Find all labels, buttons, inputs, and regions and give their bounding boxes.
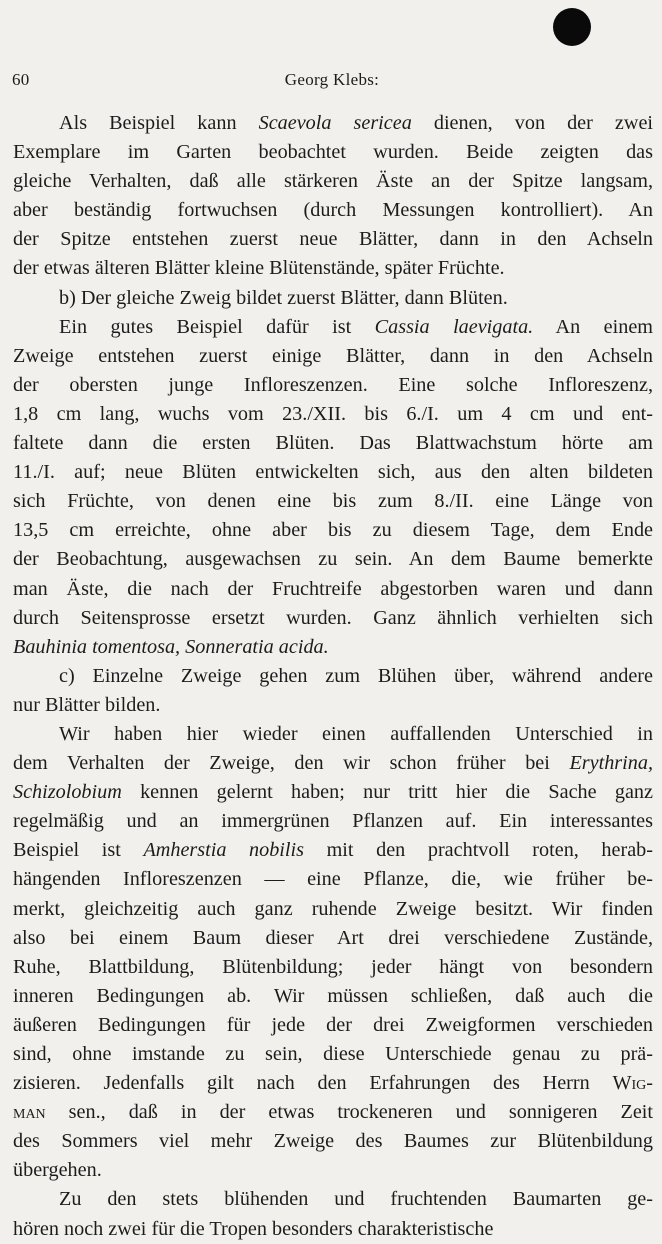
text-line (13, 953, 653, 982)
text-segment: also bei einem Baum dieser Art drei verschiedene Zustände, (13, 926, 653, 949)
paragraph (13, 284, 653, 313)
text-line (13, 691, 653, 720)
text-line (13, 1040, 653, 1069)
text-segment: Zu den stets blühenden und fruchtenden Baumarten ge- (59, 1188, 653, 1211)
text-segment: Ruhe, Blattbildung, Blütenbildung; jeder hängt von besondern (13, 955, 653, 978)
ink-blot-mark (553, 8, 591, 46)
text-segment: Als Beispiel kann (59, 112, 259, 134)
text-segment: gleiche Verhalten, daß alle stärkeren Äste an der Spitze langsam, (13, 170, 653, 193)
page-header (12, 70, 652, 94)
text-segment: Erythrina, (569, 752, 653, 775)
text-line (13, 836, 653, 865)
text-segment: Exemplare im Garten beobachtet wurden. Beide zeigten das (13, 141, 653, 164)
text-segment: sen., daß in der etwas trockeneren und sonnigeren Zeit (45, 1101, 653, 1124)
page-number: 60 (12, 70, 30, 89)
text-segment: 13,5 cm erreichte, ohne aber bis zu diesem Tage, dem Ende (13, 519, 653, 542)
text-line (13, 254, 653, 283)
text-line (13, 1156, 653, 1185)
text-segment: 1,8 cm lang, wuchs vom 23./XII. bis 6./I. um 4 cm und ent- (13, 402, 653, 425)
text-segment: inneren Bedingungen ab. Wir müssen schließen, daß auch die (13, 984, 653, 1007)
paragraph (13, 662, 653, 720)
text-line (13, 167, 653, 196)
paragraph (13, 313, 653, 662)
text-line (13, 371, 653, 400)
text-segment: kennen gelernt haben; nur tritt hier die Sache ganz (121, 781, 653, 804)
text-segment: nur Blätter bilden. (13, 693, 161, 716)
text-line (13, 604, 653, 633)
text-segment: man Äste, die nach der Fruchtreife abgestorben waren und dann (13, 577, 653, 600)
running-head: Georg Klebs: (284, 70, 380, 89)
text-segment: c) Einzelne Zweige gehen zum Blühen über, während andere (59, 664, 653, 687)
text-line (13, 1011, 653, 1040)
text-segment: dem Verhalten der Zweige, den wir schon früher bei (13, 752, 570, 775)
text-line (13, 1185, 653, 1214)
text-line (13, 313, 653, 342)
text-line (13, 1215, 653, 1244)
text-segment: der obersten junge Infloreszenzen. Eine solche Infloreszenz, (13, 373, 653, 396)
text-line (13, 778, 653, 807)
text-line (13, 458, 653, 487)
text-segment: man (13, 1101, 46, 1124)
text-segment: zisieren. Jedenfalls gilt nach den Erfahrungen des Herrn (13, 1072, 613, 1095)
text-line (13, 196, 653, 225)
text-line (13, 720, 653, 749)
text-line (13, 633, 653, 662)
text-segment: merkt, gleichzeitig auch ganz ruhende Zweige besitzt. Wir finden (13, 897, 653, 920)
text-segment: der etwas älteren Blätter kleine Blütenstände, später Früchte. (13, 257, 505, 280)
text-segment: Wig- (612, 1072, 653, 1095)
text-line (13, 1127, 653, 1156)
text-line (13, 284, 653, 313)
text-line (13, 575, 653, 604)
text-segment: Scaevola sericea (258, 112, 412, 134)
text-segment: hören noch zwei für die Tropen besonders charakteristische (13, 1217, 494, 1240)
text-segment: hängenden Infloreszenzen — eine Pflanze, die, wie früher be- (13, 868, 653, 891)
text-segment: 11./I. auf; neue Blüten entwickelten sich, aus den alten bildeten (13, 461, 653, 484)
text-segment: äußeren Bedingungen für jede der drei Zweigformen verschieden (13, 1013, 653, 1036)
text-segment: Ein gutes Beispiel dafür ist (59, 315, 375, 338)
text-line (13, 895, 653, 924)
text-segment: der Beobachtung, ausgewachsen zu sein. An dem Baume bemerkte (13, 548, 653, 571)
text-segment: Cassia laevigata. (374, 315, 534, 338)
text-segment: sind, ohne imstande zu sein, diese Unterschiede genau zu prä- (13, 1043, 653, 1065)
body-text (13, 109, 653, 1244)
text-line (13, 807, 653, 836)
text-line (13, 545, 653, 574)
text-segment: übergehen. (13, 1159, 102, 1182)
text-line (13, 516, 653, 545)
text-segment: durch Seitensprosse ersetzt wurden. Ganz ähnlich verhielten sich (13, 606, 653, 629)
paragraph (13, 109, 653, 284)
text-segment: dienen, von der zwei (411, 112, 653, 134)
text-segment: mit den prachtvoll roten, herab- (304, 839, 653, 862)
paragraph (13, 720, 653, 1186)
text-line (13, 342, 653, 371)
text-line (13, 982, 653, 1011)
text-line (13, 924, 653, 953)
text-line (13, 138, 653, 167)
text-line (13, 749, 653, 778)
text-segment: Beispiel ist (13, 839, 144, 862)
text-segment: der Spitze entstehen zuerst neue Blätter, dann in den Achseln (13, 228, 653, 251)
text-segment: Amherstia nobilis (143, 839, 304, 862)
text-line (13, 400, 653, 429)
text-segment: Wir haben hier wieder einen auffallenden Unterschied in (59, 722, 653, 745)
text-line (13, 1098, 653, 1127)
text-segment: b) Der gleiche Zweig bildet zuerst Blätter, dann Blüten. (59, 286, 508, 309)
text-segment: Zweige entstehen zuerst einige Blätter, dann in den Achseln (13, 344, 653, 367)
text-line (13, 487, 653, 516)
text-line (13, 662, 653, 691)
text-segment: Schizolobium (13, 781, 122, 804)
text-line (13, 225, 653, 254)
text-segment: faltete dann die ersten Blüten. Das Blattwachstum hörte am (13, 432, 653, 455)
text-line (13, 1069, 653, 1098)
text-line (13, 429, 653, 458)
text-segment: sich Früchte, von denen eine bis zum 8./II. eine Länge von (13, 490, 653, 513)
text-segment: regelmäßig und an immergrünen Pflanzen auf. Ein interessantes (13, 810, 653, 833)
text-segment: des Sommers viel mehr Zweige des Baumes zur Blütenbildung (13, 1130, 653, 1153)
text-segment: aber beständig fortwuchsen (durch Messungen kontrolliert). An (13, 199, 653, 222)
text-line (13, 109, 653, 138)
text-line (13, 865, 653, 894)
text-segment: An einem (533, 315, 653, 338)
paragraph (13, 1185, 653, 1243)
text-segment: Bauhinia tomentosa, Sonneratia acida. (13, 635, 329, 658)
